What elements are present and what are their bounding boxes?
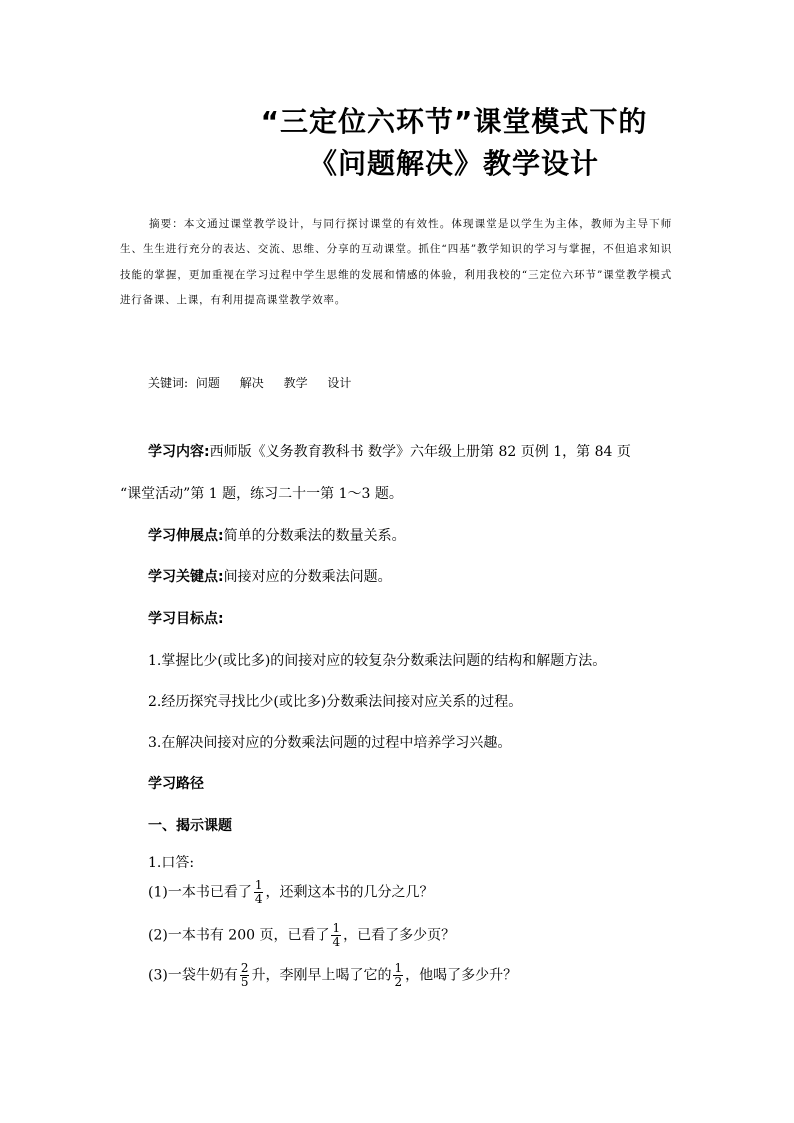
title-line-2: 《问题解决》教学设计 xyxy=(308,147,599,180)
content-text-1: 西师版《义务教育教科书 数学》六年级上册第 82 页例 1，第 84 页 xyxy=(209,444,631,460)
fraction-q2 xyxy=(331,922,341,949)
content-line-2: “课堂活动”第 1 题，练习二十一第 1～3 题。 xyxy=(120,486,403,502)
goal-item-3: 3.在解决间接对应的分数乘法问题的过程中培养学习兴趣。 xyxy=(148,735,512,751)
extension-line xyxy=(148,525,406,545)
q1-post: ，还剩这本书的几分之几？ xyxy=(265,884,434,901)
extension-label: 学习伸展点: xyxy=(148,528,224,544)
fraction-denominator: 5 xyxy=(240,975,249,989)
extension-text: 简单的分数乘法的数量关系。 xyxy=(223,528,406,544)
fraction-denominator: 2 xyxy=(394,975,403,989)
content-line-1 xyxy=(148,441,631,461)
keywords-label: 关键词: xyxy=(148,376,189,390)
abstract-paragraph: 摘要：本文通过课堂教学设计，与同行探讨课堂的有效性。体现课堂是以学生为主体，教师为主导下师生、生生进行充分的表达、交流、思维、分享的互动课堂。抓住“四基”教学知识的学习与掌握，不但追求知识技能的掌握，更加重视在学习过程中学生思维的发展和情感的体验，利用我校的“三定位六环节”课堂教学模式进行备课、上课，有利用提高课堂教学效率。 xyxy=(120,218,672,307)
q3-mid: 升，李刚早上喝了它的 xyxy=(251,967,392,984)
question-2 xyxy=(148,922,455,949)
question-3 xyxy=(148,962,517,989)
goal-item-2: 2.经历探究寻找比少(或比多)分数乘法间接对应关系的过程。 xyxy=(148,694,523,710)
key-text: 间接对应的分数乘法问题。 xyxy=(223,569,392,585)
key-label: 学习关键点: xyxy=(148,569,224,585)
keyword-item: 解决 xyxy=(239,376,264,390)
fraction-q3-b xyxy=(393,962,403,989)
fraction-q1 xyxy=(254,879,264,906)
fraction-numerator: 1 xyxy=(332,921,341,935)
q1-pre: (1)一本书已看了 xyxy=(148,884,252,901)
q2-pre: (2)一本书有 200 页，已看了 xyxy=(148,927,330,944)
keyword-item: 教学 xyxy=(283,376,308,390)
keywords-line xyxy=(148,374,351,391)
question-1 xyxy=(148,879,433,906)
fraction-denominator: 4 xyxy=(332,935,341,949)
fraction-numerator: 1 xyxy=(394,961,403,975)
q2-post: ，已看了多少页？ xyxy=(343,927,456,944)
fraction-numerator: 2 xyxy=(240,961,249,975)
keyword-item: 问题 xyxy=(195,376,220,390)
q3-post: ，他喝了多少升？ xyxy=(405,967,518,984)
goal-item-1: 1.掌握比少(或比多)的间接对应的较复杂分数乘法问题的结构和解题方法。 xyxy=(148,653,607,669)
content-label: 学习内容: xyxy=(148,444,210,460)
path-label: 学习路径 xyxy=(148,776,204,792)
q3-pre: (3)一袋牛奶有 xyxy=(148,967,238,984)
title-line-1: “三定位六环节”课堂模式下的 xyxy=(260,105,648,138)
section-1-label: 一、揭示课题 xyxy=(148,818,232,834)
key-line xyxy=(148,566,392,586)
goals-label: 学习目标点: xyxy=(148,611,224,627)
fraction-denominator: 4 xyxy=(254,892,263,906)
keyword-item: 设计 xyxy=(327,376,352,390)
oral-label: 1.口答: xyxy=(148,855,195,871)
fraction-q3-a xyxy=(240,962,250,989)
fraction-numerator: 1 xyxy=(254,878,263,892)
